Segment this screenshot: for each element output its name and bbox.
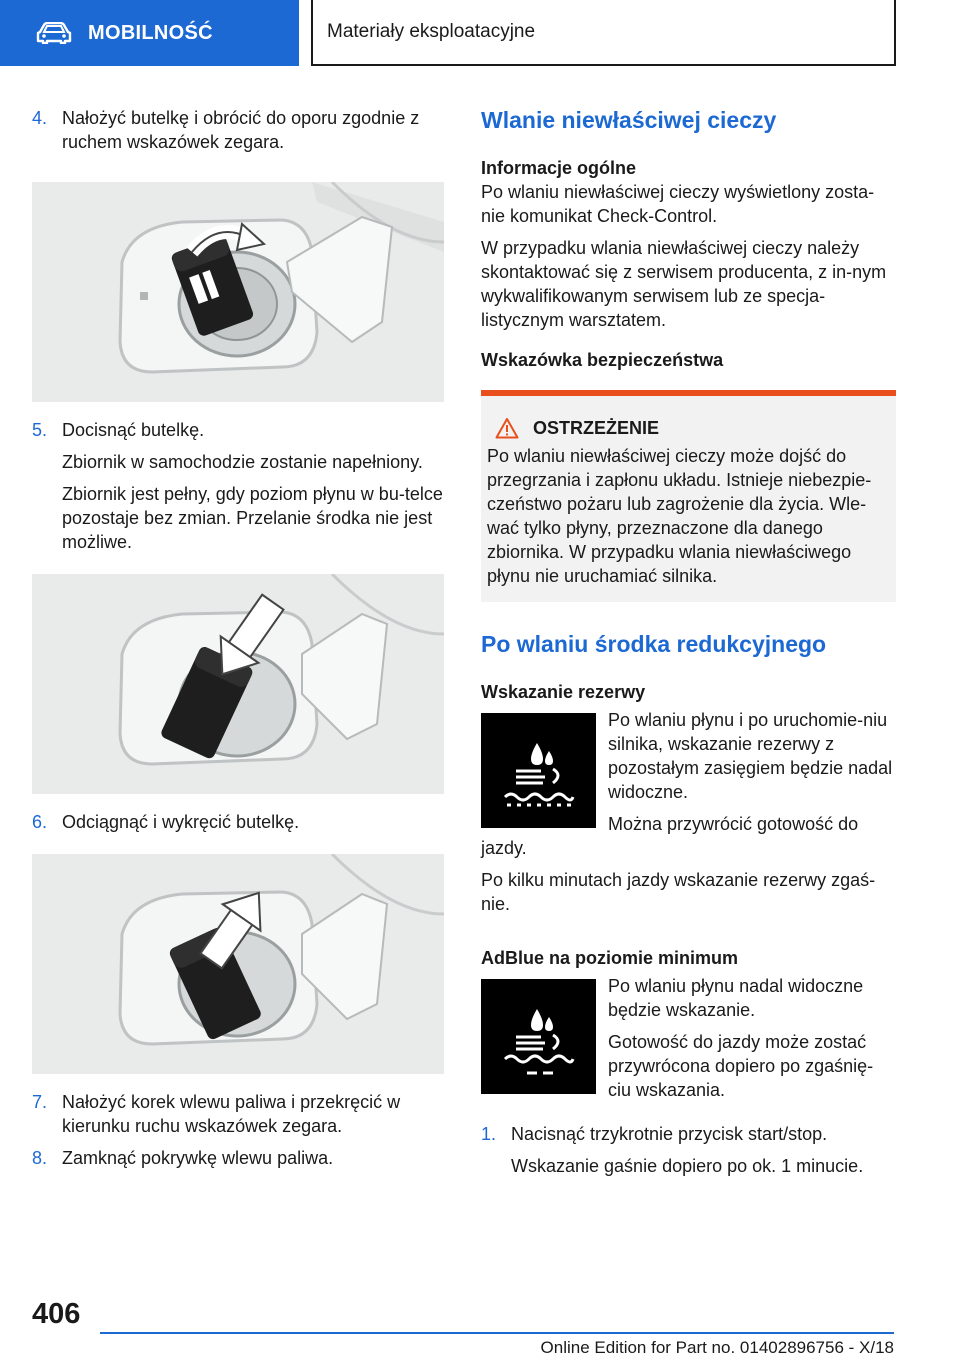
section-tab[interactable] bbox=[0, 0, 299, 66]
reserve-indicator-block bbox=[481, 708, 896, 836]
step-8 bbox=[32, 1146, 444, 1170]
step-4 bbox=[32, 106, 444, 154]
paragraph: Po wlaniu płynu nadal widoczne będzie wskazanie. bbox=[608, 976, 864, 1020]
subheading-general: Informacje ogólne bbox=[481, 158, 637, 178]
section-title-wrong-fluid: Wlanie niewłaściwej cieczy bbox=[481, 107, 777, 133]
paragraph: W przypadku wlania niewłaściwej cieczy należy skontaktować się z serwisem producenta, z in-nym wykwalifikowanym serwisem lub ze specja-listycznym warsztatem. bbox=[481, 238, 887, 330]
paragraph: Gotowość do jazdy może zostać przywrócona dopiero po zgaśnię-ciu wskazania. bbox=[608, 1032, 874, 1100]
warning-triangle-icon bbox=[495, 417, 519, 439]
paragraph: jazdy. bbox=[481, 838, 527, 858]
step-text: Nałożyć korek wlewu paliwa i przekręcić w kierunku ruchu wskazówek zegara. bbox=[62, 1092, 401, 1136]
paragraph: Po kilku minutach jazdy wskazanie rezerwy zgaś-nie. bbox=[481, 870, 876, 914]
step-text: Docisnąć butelkę. bbox=[62, 420, 205, 440]
step-number: 4. bbox=[32, 108, 48, 128]
minimum-indicator-block bbox=[481, 974, 896, 1110]
chapter-title: Materiały eksploatacyjne bbox=[327, 21, 536, 42]
footer-edition: Online Edition for Part no. 01402896756 - X/18 bbox=[540, 1338, 894, 1357]
car-icon bbox=[36, 22, 72, 44]
step-text: Nałożyć butelkę i obrócić do oporu zgodnie z ruchem wskazówek zegara. bbox=[62, 108, 420, 152]
step-number: 5. bbox=[32, 420, 48, 440]
paragraph: Można przywrócić gotowość do bbox=[608, 814, 859, 834]
footer-divider bbox=[100, 1332, 894, 1334]
subheading-reserve: Wskazanie rezerwy bbox=[481, 682, 646, 702]
left-column bbox=[32, 106, 444, 1178]
step-text: Wskazanie gaśnie dopiero po ok. 1 minucie. bbox=[511, 1156, 864, 1176]
step-number: 6. bbox=[32, 812, 48, 832]
adblue-minimum-indicator-icon bbox=[481, 979, 596, 1094]
step-text: Zbiornik w samochodzie zostanie napełniony. bbox=[62, 452, 423, 472]
page-header bbox=[0, 0, 960, 66]
adblue-reserve-indicator-icon bbox=[481, 713, 596, 828]
paragraph: Po wlaniu niewłaściwej cieczy wyświetlony zosta-nie komunikat Check-Control. bbox=[481, 182, 875, 226]
step-7 bbox=[32, 1090, 444, 1138]
warning-header bbox=[487, 416, 890, 440]
subheading-minimum: AdBlue na poziomie minimum bbox=[481, 948, 739, 968]
step-number: 1. bbox=[481, 1124, 497, 1144]
step-text: Zamknąć pokrywkę wlewu paliwa. bbox=[62, 1148, 334, 1168]
step-text: Zbiornik jest pełny, gdy poziom płynu w bu-telce pozostaje bez zmian. Przelanie środka nie jest możliwe. bbox=[62, 484, 443, 552]
illustration-bottle-press bbox=[32, 574, 444, 794]
paragraph: Po wlaniu płynu i po uruchomie-niu silnika, wskazanie rezerwy z pozostałym zasięgiem będzie nadal widoczne. bbox=[608, 710, 893, 802]
illustration-bottle-pull bbox=[32, 854, 444, 1074]
subheading-safety: Wskazówka bezpieczeństwa bbox=[481, 350, 724, 370]
illustration-bottle-rotate bbox=[32, 182, 444, 402]
step-number: 8. bbox=[32, 1148, 48, 1168]
step-text: Nacisnąć trzykrotnie przycisk start/stop. bbox=[511, 1124, 828, 1144]
warning-text: Po wlaniu niewłaściwej cieczy może dojść do przegrzania i zapłonu układu. Istnieje niebezpie-czeństwo pożaru lub zagrożenie dla życia. Wle-wać tylko płyny, przeznaczone dla danego zbiornika. W przypadku wlania niewłaściwego płynu nie uruchamiać silnika. bbox=[487, 446, 872, 586]
section-label: MOBILNOŚĆ bbox=[88, 21, 213, 44]
step-1 bbox=[481, 1122, 896, 1178]
step-6 bbox=[32, 810, 444, 834]
right-column bbox=[481, 106, 896, 1186]
step-5 bbox=[32, 418, 444, 554]
step-text: Odciągnąć i wykręcić butelkę. bbox=[62, 812, 300, 832]
step-number: 7. bbox=[32, 1092, 48, 1112]
page-number: 406 bbox=[32, 1298, 81, 1330]
warning-title: OSTRZEŻENIE bbox=[533, 418, 660, 438]
chapter-tab[interactable] bbox=[311, 0, 896, 66]
section-title-after-refill: Po wlaniu środka redukcyjnego bbox=[481, 631, 827, 657]
warning-box bbox=[481, 390, 896, 602]
